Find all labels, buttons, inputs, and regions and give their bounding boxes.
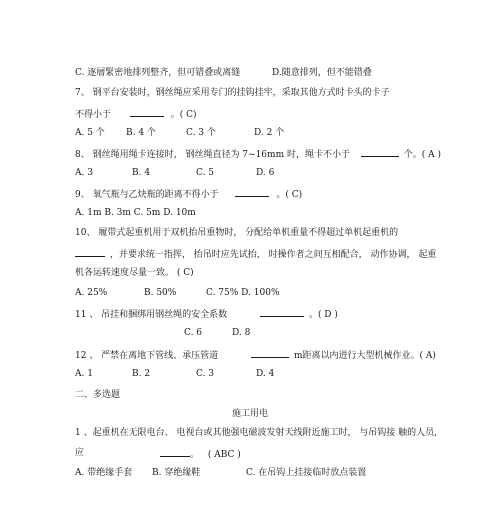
option-d: D. 4: [256, 369, 275, 379]
question-9-options: A. 1m B. 3m C. 5m D. 10m: [75, 208, 196, 218]
option-d: D.随意排列，但不能错叠: [272, 68, 372, 78]
section-heading: 二、多选题: [75, 390, 121, 400]
answer-text: 。( C): [276, 190, 303, 200]
multi-question-1-continued: [75, 448, 84, 459]
answer-blank: [235, 188, 269, 197]
answer-blank: [130, 108, 164, 117]
answer-blank: [251, 349, 289, 358]
answer-text: ( ABC ): [207, 450, 241, 460]
answer-text: 。( C): [170, 110, 197, 120]
question-text: 应: [75, 448, 85, 458]
question-text: 不得小于: [75, 110, 112, 120]
question-7: 7、 钢平台安装时，钢丝绳应采用专门的挂钩挂牢，采取其他方式时卡头的卡子: [75, 88, 390, 98]
answer-blank: [160, 448, 190, 457]
option-a: A. 1: [75, 369, 93, 379]
question-text: 12 、 严禁在离地下管线、承压管道: [75, 351, 219, 361]
question-text: 11 、 吊挂和捆绑用钢丝绳的安全系数: [75, 310, 228, 320]
option-c: C. 在吊钩上挂接临时放点装置: [246, 468, 367, 478]
answer-text: 个。( A ): [403, 150, 441, 160]
option-c: C. 6: [184, 328, 203, 338]
multi-question-1: 1 、起重机在无限电台、 电视台或其他强电磁波发射天线附近施工时， 与吊钩接 触的人员,: [75, 428, 438, 438]
answer-blank: [75, 248, 105, 257]
answer-blank: [260, 308, 304, 317]
answer-text: 。( D ): [308, 310, 338, 320]
question-text: 8、 钢丝绳用绳卡连接时， 钢丝绳直径为 7~16mm 时，绳卡不小于: [75, 150, 350, 160]
blank-dot: 。: [190, 450, 200, 460]
question-12: [75, 349, 436, 362]
answer-blank-line: [160, 448, 241, 461]
option-b: B. 50%: [144, 288, 177, 298]
question-10: 10、 履带式起重机用于双机抬吊重物时， 分配给单机重量不得超过单机起重机的: [75, 228, 399, 238]
option-c: C. 逐層緊密地排列整齐，但可错叠或离缝: [75, 68, 241, 78]
option-a: A. 带绝缘手套: [75, 468, 133, 478]
option-b: B. 穿绝缘鞋: [152, 468, 201, 478]
option-a: A. 25%: [75, 288, 108, 298]
section-title: 施工用电: [231, 409, 268, 419]
question-11: [75, 308, 338, 321]
question-10-continued: [75, 248, 436, 261]
option-c: C. 3 个: [186, 128, 216, 138]
option-c: C. 5: [196, 168, 215, 178]
question-text: 9、 氧气瓶与乙炔瓶的距离不得小于: [75, 190, 219, 200]
question-8: [75, 148, 441, 161]
question-text: ，并要求统一指挥， 抬吊时应先试抬， 时操作者之间互相配合， 动作协调， 起重: [109, 250, 437, 260]
question-10-end: 机各运转速度尽量一致。 ( C): [75, 268, 194, 278]
option-d: D. 6: [256, 168, 275, 178]
answer-text: m距离以内进行大型机械作业。( A): [293, 351, 436, 361]
answer-blank: [361, 148, 399, 157]
option-d: D. 2 个: [254, 128, 285, 138]
option-line: [75, 68, 240, 79]
question-7-continued: [75, 108, 197, 121]
option-b: B. 4 个: [126, 128, 156, 138]
option-a: A. 3: [75, 168, 93, 178]
option-b: B. 2: [132, 369, 151, 379]
question-9: [75, 188, 302, 201]
option-c: C. 75% D. 100%: [206, 288, 280, 298]
option-a: A. 5 个: [75, 128, 105, 138]
option-c: C. 3: [196, 369, 215, 379]
option-b: B. 4: [132, 168, 151, 178]
option-d: D. 8: [232, 328, 251, 338]
